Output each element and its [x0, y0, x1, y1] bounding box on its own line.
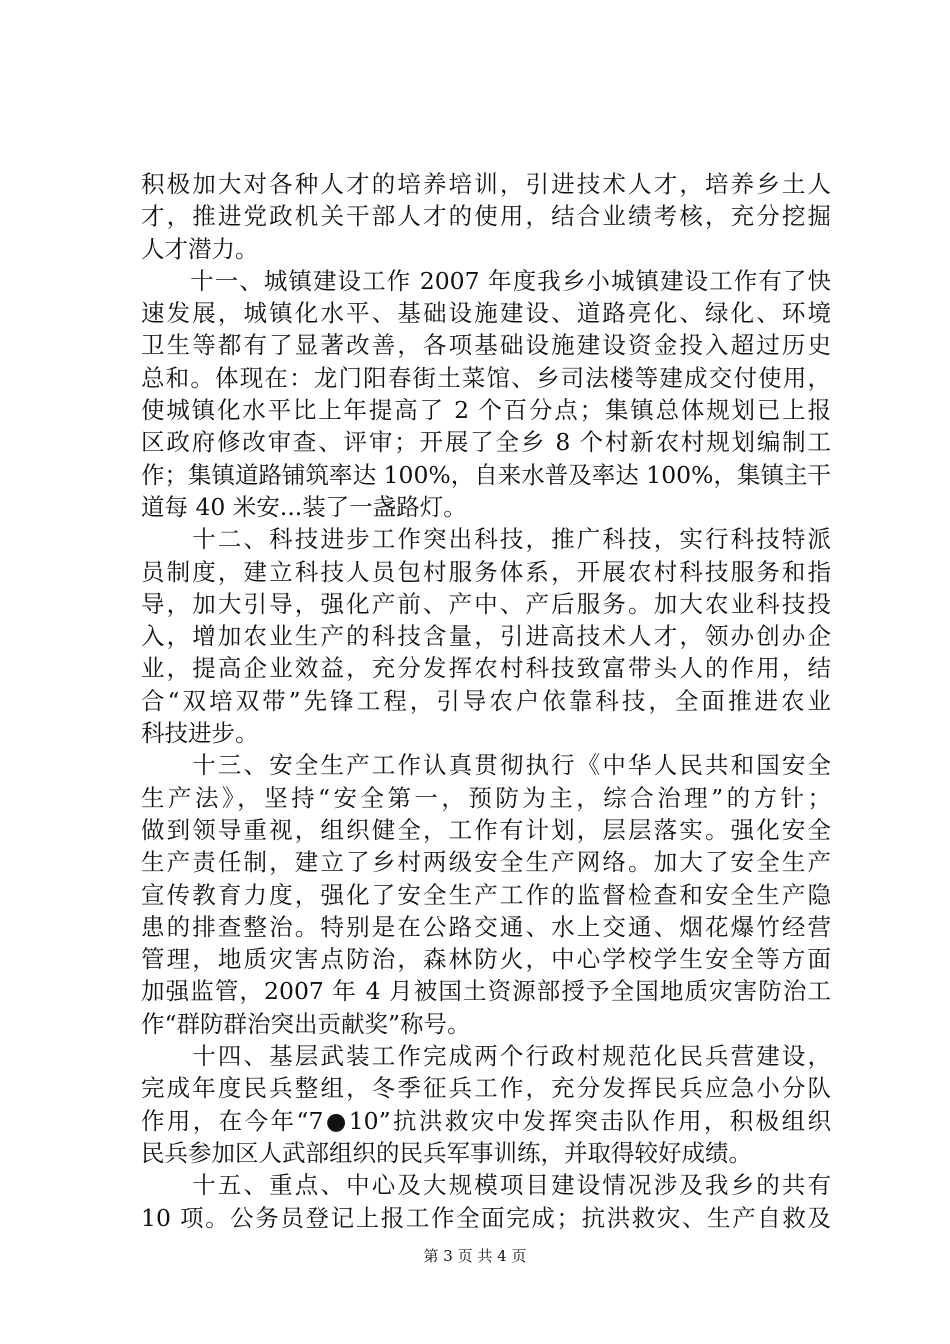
text-line: 十四、基层武装工作完成两个行政村规范化民兵营建设，: [141, 1042, 831, 1071]
text-line: 入，增加农业生产的科技含量，引进高技术人才，领办创办企: [141, 622, 831, 651]
text-line: 总和。体现在：龙门阳春街土菜馆、乡司法楼等建成交付使用，: [141, 363, 831, 392]
text-line: 宣传教育力度，强化了安全生产工作的监督检查和安全生产隐: [141, 880, 831, 909]
text-line: 作“群防群治突出贡献奖”称号。: [141, 1009, 471, 1038]
text-line: 作用，在今年“7●10”抗洪救灾中发挥突击队作用，积极组织: [141, 1106, 831, 1135]
document-body: [141, 168, 831, 1234]
text-line: 生产法》，坚持“安全第一，预防为主，综合治理”的方针；: [141, 783, 831, 812]
text-line: 卫生等都有了显著改善，各项基础设施建设资金投入超过历史: [141, 331, 831, 360]
text-line: 完成年度民兵整组，冬季征兵工作，充分发挥民兵应急小分队: [141, 1074, 831, 1103]
text-line: 十二、科技进步工作突出科技，推广科技，实行科技特派: [141, 525, 831, 554]
text-line: 业，提高企业效益，充分发挥农村科技致富带头人的作用，结: [141, 654, 831, 683]
text-line: 患的排查整治。特别是在公路交通、水上交通、烟花爆竹经营: [141, 912, 831, 941]
text-line: 区政府修改审查、评审；开展了全乡 8 个村新农村规划编制工: [141, 428, 831, 457]
text-line: 合“双培双带”先锋工程，引导农户依靠科技，全面推进农业: [141, 686, 831, 715]
text-line: 生产责任制，建立了乡村两级安全生产网络。加大了安全生产: [141, 848, 831, 877]
text-line: 十五、重点、中心及大规模项目建设情况涉及我乡的共有: [141, 1171, 831, 1200]
text-line: 人才潜力。: [141, 234, 259, 263]
text-line: 做到领导重视，组织健全，工作有计划，层层落实。强化安全: [141, 815, 831, 844]
text-line: 积极加大对各种人才的培养培训，引进技术人才，培养乡土人: [141, 170, 831, 198]
text-line: 才，推进党政机关干部人才的使用，结合业绩考核，充分挖掘: [141, 202, 831, 231]
page-footer: 第 3 页 共 4 页: [423, 1247, 527, 1265]
text-line: 科技进步。: [141, 719, 259, 748]
text-line: 加强监管，2007 年 4 月被国土资源部授予全国地质灾害防治工: [141, 977, 831, 1006]
text-line: 10 项。公务员登记上报工作全面完成；抗洪救灾、生产自救及: [141, 1203, 831, 1232]
text-line: 导，加大引导，强化产前、产中、产后服务。加大农业科技投: [141, 589, 831, 618]
text-line: 员制度，建立科技人员包村服务体系，开展农村科技服务和指: [141, 557, 831, 586]
text-line: 十一、城镇建设工作 2007 年度我乡小城镇建设工作有了快: [141, 266, 831, 295]
text-line: 速发展，城镇化水平、基础设施建设、道路亮化、绿化、环境: [141, 299, 831, 328]
text-line: 使城镇化水平比上年提高了 2 个百分点；集镇总体规划已上报: [141, 396, 831, 425]
text-line: 作；集镇道路铺筑率达 100%，自来水普及率达 100%，集镇主干: [141, 460, 831, 489]
text-line: 十三、安全生产工作认真贯彻执行《中华人民共和国安全: [141, 751, 831, 780]
text-line: 管理，地质灾害点防治，森林防火，中心学校学生安全等方面: [141, 945, 831, 974]
text-line: 道每 40 米安...装了一盏路灯。: [141, 492, 467, 521]
text-line: 民兵参加区人武部组织的民兵军事训练，并取得较好成绩。: [141, 1138, 752, 1167]
